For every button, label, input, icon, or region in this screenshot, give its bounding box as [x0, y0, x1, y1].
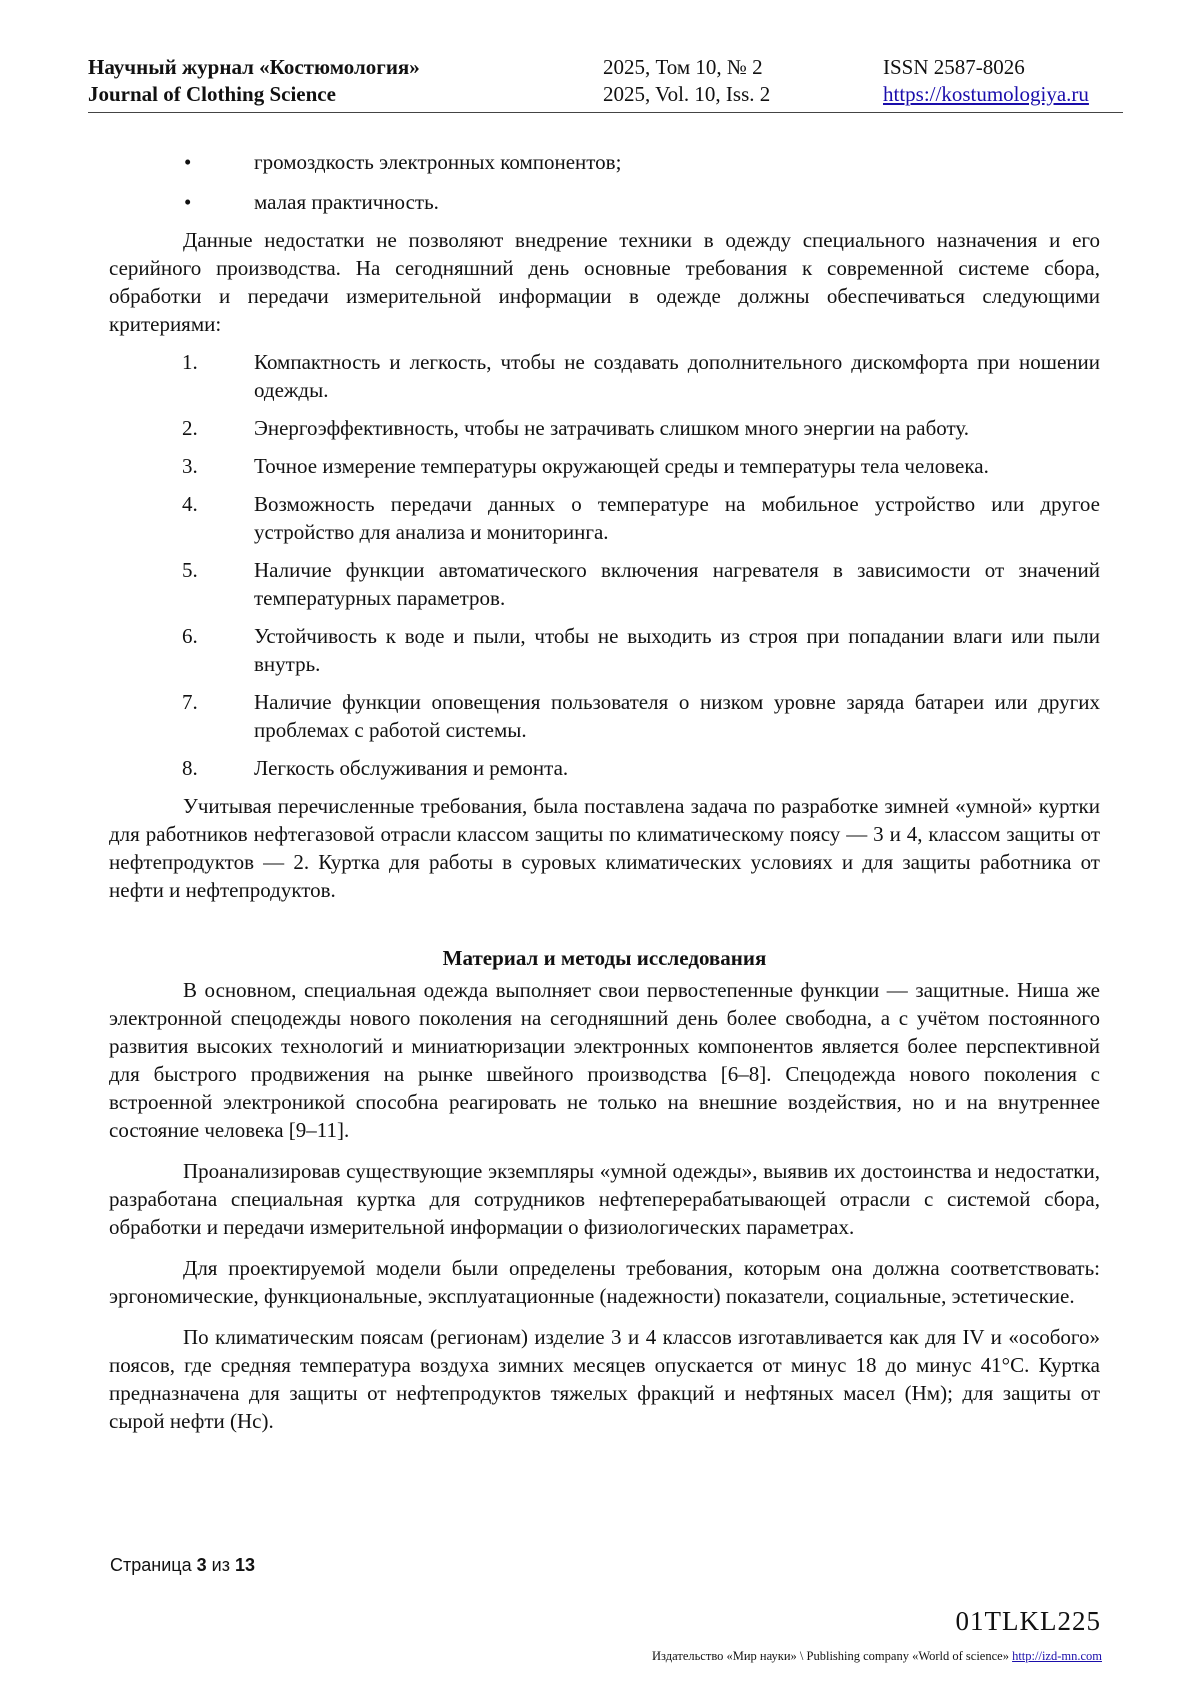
- criteria-text: Возможность передачи данных о температуре на мобильное устройство или другое устройство для анализа и мониторинга.: [254, 492, 1100, 544]
- criteria-number: 8.: [182, 756, 198, 780]
- page-current: 3: [196, 1555, 207, 1575]
- journal-title-ru: Научный журнал «Костюмология»: [88, 55, 420, 79]
- journal-title-en: Journal of Clothing Science: [88, 82, 336, 106]
- criteria-item: [109, 348, 1100, 404]
- paragraph: В основном, специальная одежда выполняет свои первостепенные функции — защитные. Ниша же электронной спецодежды нового поколения на сегодняшний день более свободна, а с учётом постоянного развития высоких технологий и миниатюризации электронных компонентов является более перспективной для быстрого продвижения на рынке швейного производства [6–8]. Спецодежда нового поколения с встроенной электроникой способна реагировать не только на внешние воздействия, но и на внутреннее состояние человека [9–11].: [109, 978, 1100, 1142]
- criteria-number: 6.: [182, 624, 198, 648]
- bullet-item: [109, 148, 1100, 176]
- criteria-number: 5.: [182, 558, 198, 582]
- article-body: [109, 148, 1100, 1435]
- publisher-text: Издательство «Мир науки» \ Publishing company «World of science»: [652, 1649, 1009, 1663]
- criteria-item: [109, 414, 1100, 442]
- page-number: [110, 1555, 255, 1576]
- criteria-text: Устойчивость к воде и пыли, чтобы не выходить из строя при попадании влаги или пыли внутрь.: [254, 624, 1100, 676]
- issn-info: [883, 54, 1089, 108]
- page-sep: из: [211, 1555, 230, 1575]
- criteria-number: 7.: [182, 690, 198, 714]
- issue-info: [603, 54, 770, 108]
- bullet-icon: •: [184, 150, 192, 174]
- bullet-item: [109, 188, 1100, 216]
- paragraph: Учитывая перечисленные требования, была поставлена задача по разработке зимней «умной» куртки для работников нефтегазовой отрасли классом защиты по климатическому поясу — 3 и 4, классом защиты от нефтепродуктов — 2. Куртка для работы в суровых климатических условиях и для защиты работника от нефти и нефтепродуктов.: [109, 794, 1100, 902]
- criteria-number: 3.: [182, 454, 198, 478]
- journal-title: [88, 54, 420, 108]
- criteria-item: [109, 490, 1100, 546]
- paragraph: Для проектируемой модели были определены требования, которым она должна соответствовать: эргономические, функциональные, эксплуатационные (надежности) показатели, социальные, эстетические.: [109, 1256, 1100, 1308]
- bullet-text: малая практичность.: [254, 190, 439, 214]
- journal-url-link[interactable]: https://kostumologiya.ru: [883, 82, 1089, 106]
- article-code: 01TLKL225: [955, 1606, 1101, 1636]
- bullet-icon: •: [184, 190, 192, 214]
- criteria-number: 1.: [182, 350, 198, 374]
- bullet-text: громоздкость электронных компонентов;: [254, 150, 622, 174]
- criteria-text: Энергоэффективность, чтобы не затрачивать слишком много энергии на работу.: [254, 416, 970, 440]
- paragraph: Данные недостатки не позволяют внедрение техники в одежду специального назначения и его серийного производства. На сегодняшний день основные требования к современной системе сбора, обработки и передачи измерительной информации в одежде должны обеспечиваться следующими критериями:: [109, 228, 1100, 336]
- criteria-number: 2.: [182, 416, 198, 440]
- publisher-link[interactable]: http://izd-mn.com: [1012, 1649, 1102, 1663]
- criteria-item: [109, 688, 1100, 744]
- criteria-number: 4.: [182, 492, 198, 516]
- criteria-text: Легкость обслуживания и ремонта.: [254, 756, 569, 780]
- criteria-text: Точное измерение температуры окружающей среды и температуры тела человека.: [254, 454, 989, 478]
- page-header: [88, 52, 1123, 113]
- criteria-item: [109, 556, 1100, 612]
- page-label: Страница: [110, 1555, 192, 1575]
- issn: ISSN 2587-8026: [883, 55, 1025, 79]
- criteria-item: [109, 452, 1100, 480]
- section-heading: Материал и методы исследования: [442, 946, 767, 970]
- criteria-text: Наличие функции автоматического включения нагревателя в зависимости от значений температурных параметров.: [254, 558, 1100, 610]
- criteria-text: Наличие функции оповещения пользователя о низком уровне заряда батареи или других проблемах с работой системы.: [254, 690, 1100, 742]
- criteria-item: [109, 754, 1100, 782]
- publisher-line: [652, 1649, 1102, 1664]
- criteria-list: [109, 348, 1100, 782]
- page-total: 13: [234, 1555, 255, 1575]
- paragraph: По климатическим поясам (регионам) изделие 3 и 4 классов изготавливается как для IV и «особого» поясов, где средняя температура воздуха зимних месяцев опускается от минус 18 до минус 41°C. Куртка предназначена для защиты от нефтепродуктов тяжелых фракций и нефтяных масел (Нм); для защиты от сырой нефти (Нс).: [109, 1325, 1100, 1433]
- criteria-text: Компактность и легкость, чтобы не создавать дополнительного дискомфорта при ношении одежды.: [254, 350, 1100, 402]
- issue-en: 2025, Vol. 10, Iss. 2: [603, 82, 771, 106]
- criteria-item: [109, 622, 1100, 678]
- paragraph: Проанализировав существующие экземпляры «умной одежды», выявив их достоинства и недостатки, разработана специальная куртка для сотрудников нефтеперерабатывающей отрасли с системой сбора, обработки и передачи измерительной информации о физиологических параметрах.: [109, 1159, 1100, 1239]
- issue-ru: 2025, Том 10, № 2: [603, 55, 763, 79]
